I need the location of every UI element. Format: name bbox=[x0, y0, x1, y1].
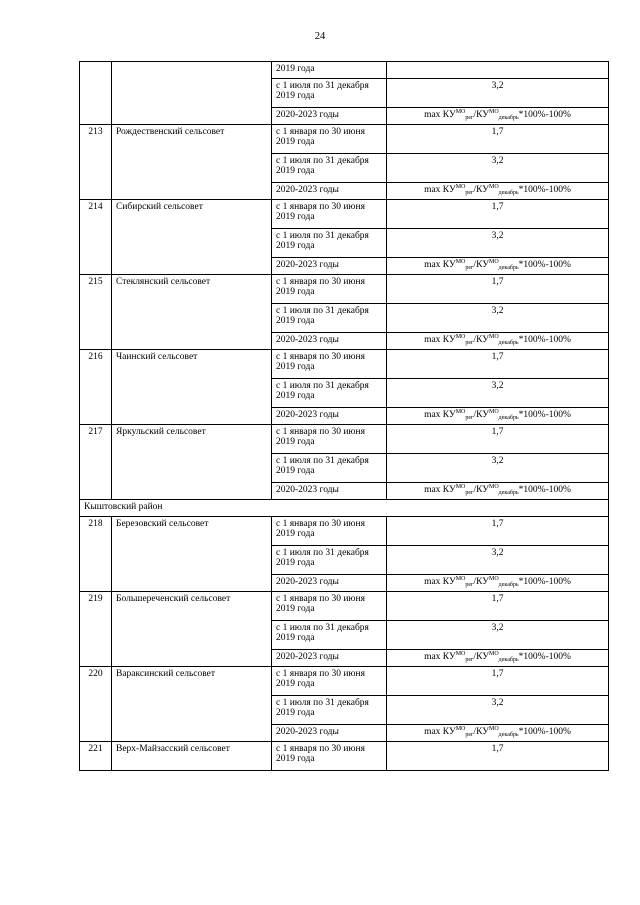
formula-text: $\max КУ^{МО}_{рег}/КУ^{МО}_{декабрь}*100\%-100\%$ bbox=[424, 259, 571, 271]
period-cell: 2020-2023 годы bbox=[272, 108, 387, 125]
value-cell: 1,7 bbox=[387, 125, 609, 154]
row-number: 217 bbox=[80, 425, 112, 500]
formula-text: $\max КУ^{МО}_{рег}/КУ^{МО}_{декабрь}*100\%-100\%$ bbox=[424, 184, 571, 196]
period-cell: 2020-2023 годы bbox=[272, 725, 387, 742]
formula-text: $\max КУ^{МО}_{рег}/КУ^{МО}_{декабрь}*100\%-100\%$ bbox=[424, 109, 571, 121]
formula-cell bbox=[387, 183, 609, 200]
row-number-cell bbox=[80, 62, 112, 125]
period-cell: 2020-2023 годы bbox=[272, 483, 387, 500]
formula-text: $\max КУ^{МО}_{рег}/КУ^{МО}_{декабрь}*100\%-100\%$ bbox=[424, 726, 571, 738]
value-cell: 3,2 bbox=[387, 229, 609, 258]
value-cell: 1,7 bbox=[387, 742, 609, 771]
value-cell: 1,7 bbox=[387, 275, 609, 304]
period-cell: с 1 января по 30 июня 2019 года bbox=[272, 742, 387, 771]
row-number: 219 bbox=[80, 592, 112, 667]
region-header-row bbox=[80, 500, 609, 517]
municipality-name: Рождественский сельсовет bbox=[112, 125, 272, 200]
row-number: 216 bbox=[80, 350, 112, 425]
value-cell: 3,2 bbox=[387, 696, 609, 725]
period-cell: с 1 июля по 31 декабря 2019 года bbox=[272, 546, 387, 575]
page-number: 24 bbox=[314, 31, 326, 42]
period-cell: с 1 июля по 31 декабря 2019 года bbox=[272, 621, 387, 650]
formula-cell bbox=[387, 408, 609, 425]
table-row bbox=[80, 200, 609, 229]
municipality-name: Березовский сельсовет bbox=[112, 517, 272, 592]
table-row bbox=[80, 517, 609, 546]
table-row bbox=[80, 275, 609, 304]
period-cell: 2020-2023 годы bbox=[272, 650, 387, 667]
period-cell: с 1 июля по 31 декабря 2019 года bbox=[272, 379, 387, 408]
formula-cell bbox=[387, 483, 609, 500]
period-cell: с 1 января по 30 июня 2019 года bbox=[272, 425, 387, 454]
period-cell: 2020-2023 годы bbox=[272, 333, 387, 350]
table-row bbox=[80, 425, 609, 454]
value-cell: 1,7 bbox=[387, 350, 609, 379]
municipality-name: Верх-Майзасский сельсовет bbox=[112, 742, 272, 771]
municipality-name: Сибирский сельсовет bbox=[112, 200, 272, 275]
period-cell: с 1 января по 30 июня 2019 года bbox=[272, 275, 387, 304]
municipality-name: Стеклянский сельсовет bbox=[112, 275, 272, 350]
period-cell: с 1 июля по 31 декабря 2019 года bbox=[272, 79, 387, 108]
municipality-name: Вараксинский сельсовет bbox=[112, 667, 272, 742]
value-cell: 3,2 bbox=[387, 304, 609, 333]
value-cell: 3,2 bbox=[387, 621, 609, 650]
formula-text: $\max КУ^{МО}_{рег}/КУ^{МО}_{декабрь}*100\%-100\%$ bbox=[424, 651, 571, 663]
formula-text: $\max КУ^{МО}_{рег}/КУ^{МО}_{декабрь}*100\%-100\%$ bbox=[424, 576, 571, 588]
value-cell: 3,2 bbox=[387, 454, 609, 483]
municipality-name: Большереченский сельсовет bbox=[112, 592, 272, 667]
value-cell: 3,2 bbox=[387, 79, 609, 108]
municipality-name: Чаинский сельсовет bbox=[112, 350, 272, 425]
period-cell: 2019 года bbox=[272, 62, 387, 79]
value-cell: 1,7 bbox=[387, 517, 609, 546]
formula-cell bbox=[387, 333, 609, 350]
tariff-table bbox=[79, 61, 609, 771]
value-cell: 1,7 bbox=[387, 592, 609, 621]
period-cell: с 1 января по 30 июня 2019 года bbox=[272, 667, 387, 696]
row-number: 213 bbox=[80, 125, 112, 200]
period-cell: 2020-2023 годы bbox=[272, 408, 387, 425]
period-cell: с 1 января по 30 июня 2019 года bbox=[272, 125, 387, 154]
period-cell: с 1 января по 30 июня 2019 года bbox=[272, 350, 387, 379]
period-cell: 2020-2023 годы bbox=[272, 575, 387, 592]
row-number: 214 bbox=[80, 200, 112, 275]
value-cell: 1,7 bbox=[387, 667, 609, 696]
period-cell: с 1 января по 30 июня 2019 года bbox=[272, 200, 387, 229]
value-cell: 3,2 bbox=[387, 546, 609, 575]
formula-cell bbox=[387, 725, 609, 742]
formula-text: $\max КУ^{МО}_{рег}/КУ^{МО}_{декабрь}*100\%-100\%$ bbox=[424, 334, 571, 346]
period-cell: 2020-2023 годы bbox=[272, 258, 387, 275]
row-number: 218 bbox=[80, 517, 112, 592]
period-cell: с 1 июля по 31 декабря 2019 года bbox=[272, 696, 387, 725]
period-cell: с 1 января по 30 июня 2019 года bbox=[272, 517, 387, 546]
formula-cell bbox=[387, 650, 609, 667]
period-cell: с 1 июля по 31 декабря 2019 года bbox=[272, 229, 387, 258]
value-cell: 3,2 bbox=[387, 379, 609, 408]
row-number: 221 bbox=[80, 742, 112, 771]
region-name: Кыштовский район bbox=[80, 500, 609, 517]
row-number: 215 bbox=[80, 275, 112, 350]
formula-text: $\max КУ^{МО}_{рег}/КУ^{МО}_{декабрь}*100\%-100\%$ bbox=[424, 409, 571, 421]
table-row bbox=[80, 62, 609, 79]
formula-cell bbox=[387, 258, 609, 275]
formula-text: $\max КУ^{МО}_{рег}/КУ^{МО}_{декабрь}*100\%-100\%$ bbox=[424, 484, 571, 496]
municipality-cell bbox=[112, 62, 272, 125]
table-row bbox=[80, 667, 609, 696]
table-row bbox=[80, 350, 609, 379]
table-row bbox=[80, 742, 609, 771]
municipality-name: Яркульский сельсовет bbox=[112, 425, 272, 500]
table-row bbox=[80, 592, 609, 621]
period-cell: с 1 июля по 31 декабря 2019 года bbox=[272, 454, 387, 483]
period-cell: с 1 июля по 31 декабря 2019 года bbox=[272, 304, 387, 333]
value-cell: 1,7 bbox=[387, 200, 609, 229]
table-row bbox=[80, 125, 609, 154]
period-cell: 2020-2023 годы bbox=[272, 183, 387, 200]
period-cell: с 1 июля по 31 декабря 2019 года bbox=[272, 154, 387, 183]
formula-cell bbox=[387, 108, 609, 125]
value-cell: 3,2 bbox=[387, 154, 609, 183]
row-number: 220 bbox=[80, 667, 112, 742]
formula-cell bbox=[387, 575, 609, 592]
value-cell bbox=[387, 62, 609, 79]
period-cell: с 1 января по 30 июня 2019 года bbox=[272, 592, 387, 621]
value-cell: 1,7 bbox=[387, 425, 609, 454]
